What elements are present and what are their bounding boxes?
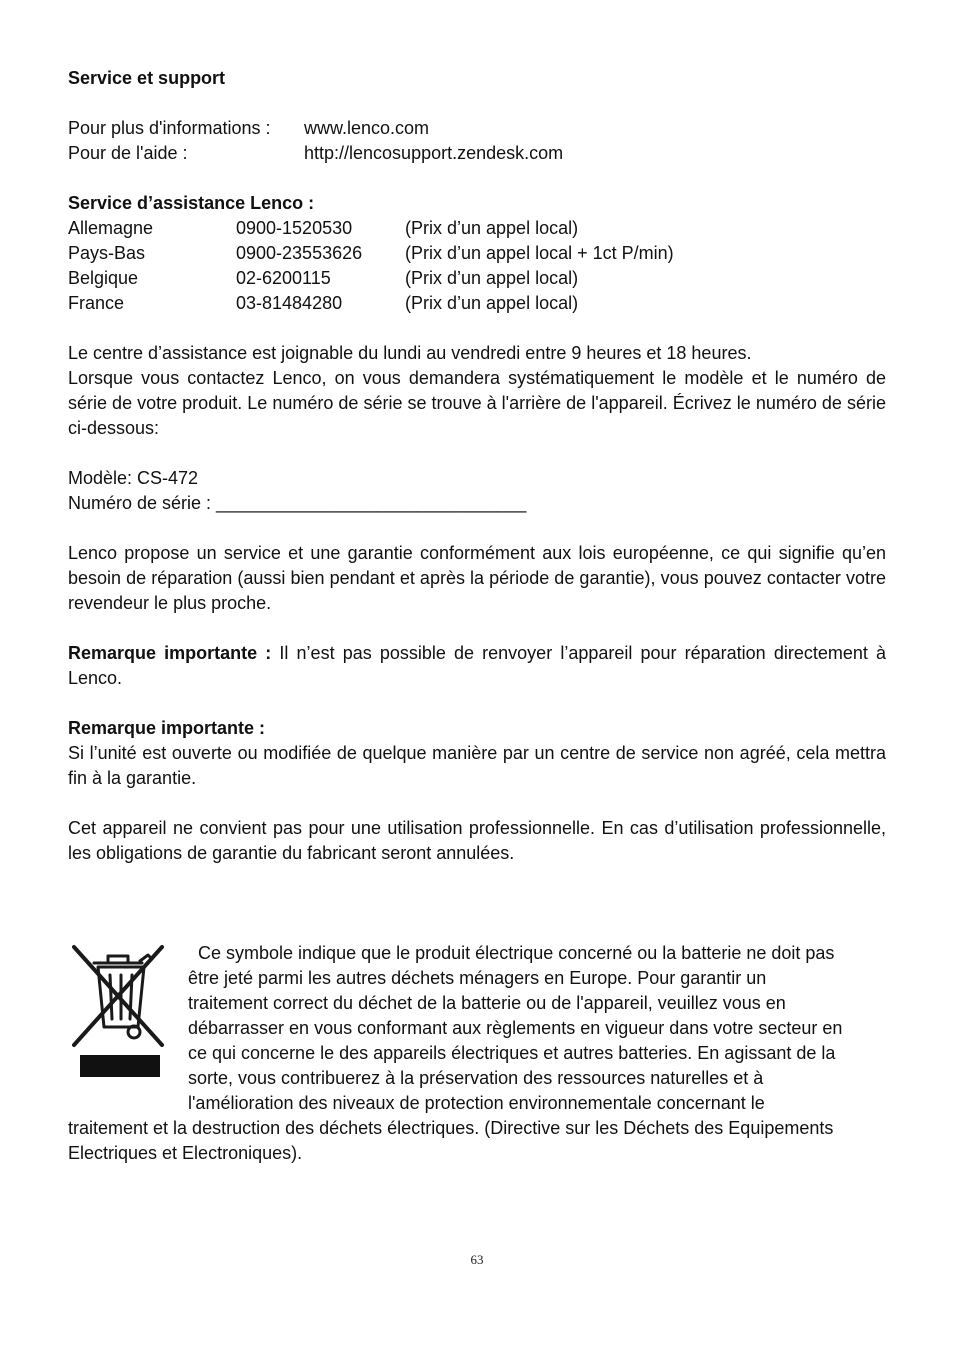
warranty-text: Lenco propose un service et une garantie conformément aux lois européenne, ce qui signifie qu’en besoin de réparation (aussi bien pendant et après la période de garantie), vous pouvez contacter votre revendeur le plus proche. [68,543,886,613]
country-cell: Allemagne [68,218,154,238]
weee-line: traitement correct du déchet de la batterie ou de l'appareil, veuillez vous en [188,993,786,1013]
info-value: http://lencosupport.zendesk.com [304,143,564,163]
page-number: 63 [470,1252,484,1267]
weee-line: débarrasser en vous conformant aux règlements en vigueur dans votre secteur en [188,1018,843,1038]
weee-line: l'amélioration des niveaux de protection environnementale concernant le [188,1093,765,1113]
info-label: Pour de l'aide : [68,143,188,163]
weee-line: être jeté parmi les autres déchets ménagers en Europe. Pour garantir un [188,968,767,988]
phone-cell: 0900-23553626 [236,243,363,263]
assistance-title: Service d’assistance Lenco : [68,193,315,213]
info-label: Pour plus d'informations : [68,118,271,138]
table-row [68,241,886,266]
weee-text [68,941,886,1116]
weee-line: ce qui concerne le des appareils électriques et autres batteries. En agissant de la [188,1043,836,1063]
note-cell: (Prix d’un appel local + 1ct P/min) [405,243,674,263]
country-cell: Pays-Bas [68,243,146,263]
weee-line: sorte, vous contribuerez à la préservation des ressources naturelles et à [188,1068,764,1088]
note-important-1 [68,641,886,691]
professional-text: Cet appareil ne convient pas pour une utilisation professionnelle. En cas d’utilisation professionnelle, les obligations de garantie du fabricant seront annulées. [68,818,886,863]
document-page [68,66,886,1166]
note-cell: (Prix d’un appel local) [405,218,579,238]
phone-cell: 0900-1520530 [236,218,353,238]
weee-tail-text: traitement et la destruction des déchets électriques. (Directive sur les Déchets des Equipements Electriques et Electroniques). [68,1118,834,1163]
table-row [68,291,886,316]
note-cell: (Prix d’un appel local) [405,268,579,288]
model-line: Modèle: CS-472 [68,468,199,488]
weee-line: Ce symbole indique que le produit électrique concerné ou la batterie ne doit pas [188,943,835,963]
phone-cell: 02-6200115 [236,268,331,288]
note-label: Remarque importante : [68,718,266,738]
country-cell: France [68,293,125,313]
note-important-2: Si l’unité est ouverte ou modifiée de quelque manière par un centre de service non agréé, cela mettra fin à la garantie. [68,743,886,788]
serial-line: Numéro de série : _______________________________ [68,493,527,513]
phone-cell: 03-81484280 [236,293,343,313]
section-title: Service et support [68,68,226,88]
assistance-table [68,216,886,316]
table-row [68,266,886,291]
country-cell: Belgique [68,268,139,288]
contact-text: Lorsque vous contactez Lenco, on vous demandera systématiquement le modèle et le numéro de série de votre produit. Le numéro de série se trouve à l'arrière de l'appareil. Écrivez le numéro de série ci-dessous: [68,368,886,438]
info-value: www.lenco.com [304,118,430,138]
table-row [68,216,886,241]
note-label: Remarque importante : [68,643,272,663]
weee-block [68,941,886,1166]
info-row [68,116,886,141]
hours-text: Le centre d’assistance est joignable du lundi au vendredi entre 9 heures et 18 heures. [68,343,752,363]
note-cell: (Prix d’un appel local) [405,293,579,313]
note-text: Il n’est pas possible de renvoyer l’appareil pour réparation directement à Lenco. [68,643,886,688]
crossed-out-wheelie-bin-icon [68,941,168,1087]
info-row [68,141,886,166]
